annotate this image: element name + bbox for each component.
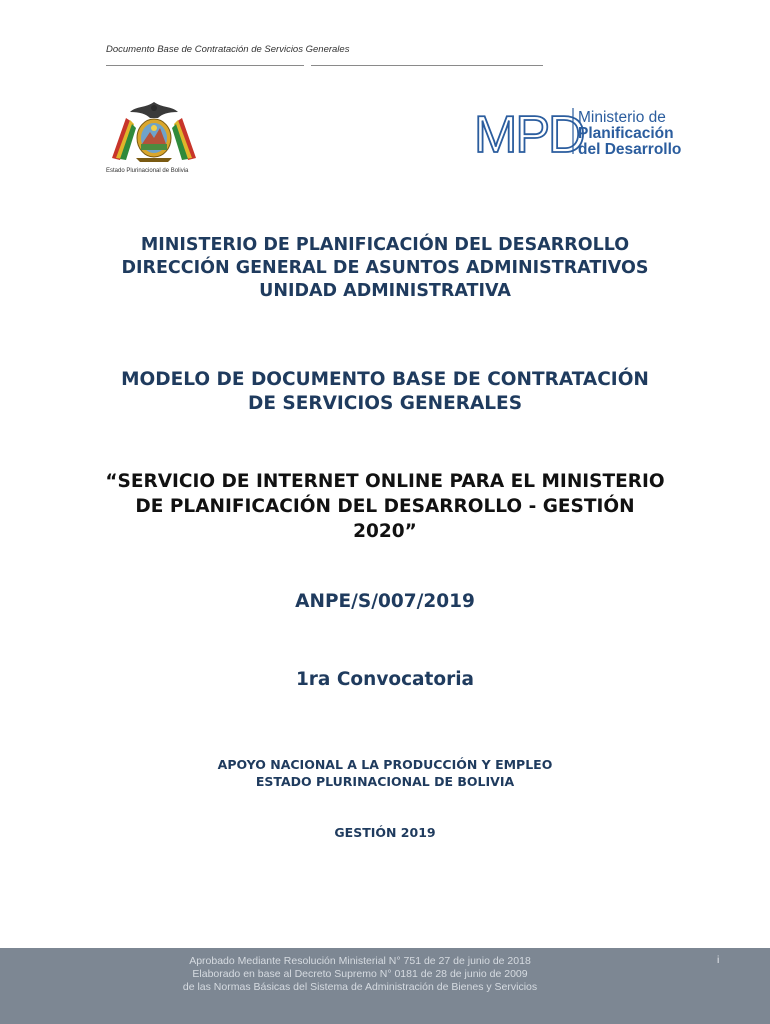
program-line2: ESTADO PLURINACIONAL DE BOLIVIA [255, 774, 515, 789]
call-number: 1ra Convocatoria [295, 669, 475, 690]
institution-line-ministry: MINISTERIO DE PLANIFICACIÓN DEL DESARROLLO [140, 235, 630, 255]
mpd-name-line1: Ministerio de [578, 109, 666, 126]
header-rule-left [106, 65, 304, 66]
model-title-line2: DE SERVICIOS GENERALES [247, 393, 523, 414]
mpd-logo [472, 102, 692, 162]
coat-of-arms-icon [106, 98, 202, 168]
service-title-line3: 2020” [353, 521, 417, 542]
service-title-line2: DE PLANIFICACIÓN DEL DESARROLLO - GESTIÓN [135, 496, 635, 517]
service-title [60, 469, 710, 544]
footer-line2: Elaborado en base al Decreto Supremo N° 0181 de 28 de junio de 2009 [192, 968, 528, 980]
header-rule-right [311, 65, 543, 66]
mpd-logo-icon [472, 102, 692, 162]
footer-legal-text [150, 955, 570, 994]
emblem-caption: Estado Plurinacional de Bolivia [106, 168, 189, 174]
mpd-monogram: MPD [474, 106, 584, 162]
program-line1: APOYO NACIONAL A LA PRODUCCIÓN Y EMPLEO [217, 757, 553, 772]
institution-line-unit: UNIDAD ADMINISTRATIVA [259, 281, 511, 301]
program-heading [60, 756, 710, 790]
mpd-name-line2: Planificación [578, 125, 674, 142]
footer-line3: de las Normas Básicas del Sistema de Administración de Bienes y Servicios [182, 981, 538, 993]
process-code: ANPE/S/007/2019 [295, 591, 475, 612]
page-footer [0, 948, 770, 1024]
institution-line-direction: DIRECCIÓN GENERAL DE ASUNTOS ADMINISTRATIVOS [121, 258, 649, 278]
management-year: GESTIÓN 2019 [334, 825, 436, 840]
service-title-line1: “SERVICIO DE INTERNET ONLINE PARA EL MINISTERIO [105, 471, 665, 492]
mpd-name-line3: del Desarrollo [578, 141, 682, 158]
bolivia-coat-of-arms [106, 98, 202, 178]
institution-heading [60, 234, 710, 303]
document-model-title [60, 368, 710, 416]
model-title-line1: MODELO DE DOCUMENTO BASE DE CONTRATACIÓN [121, 369, 649, 390]
footer-line1: Aprobado Mediante Resolución Ministerial N° 751 de 27 de junio de 2018 [189, 955, 531, 967]
page-number: i [717, 954, 720, 966]
running-header-title: Documento Base de Contratación de Servicios Generales [106, 44, 350, 55]
